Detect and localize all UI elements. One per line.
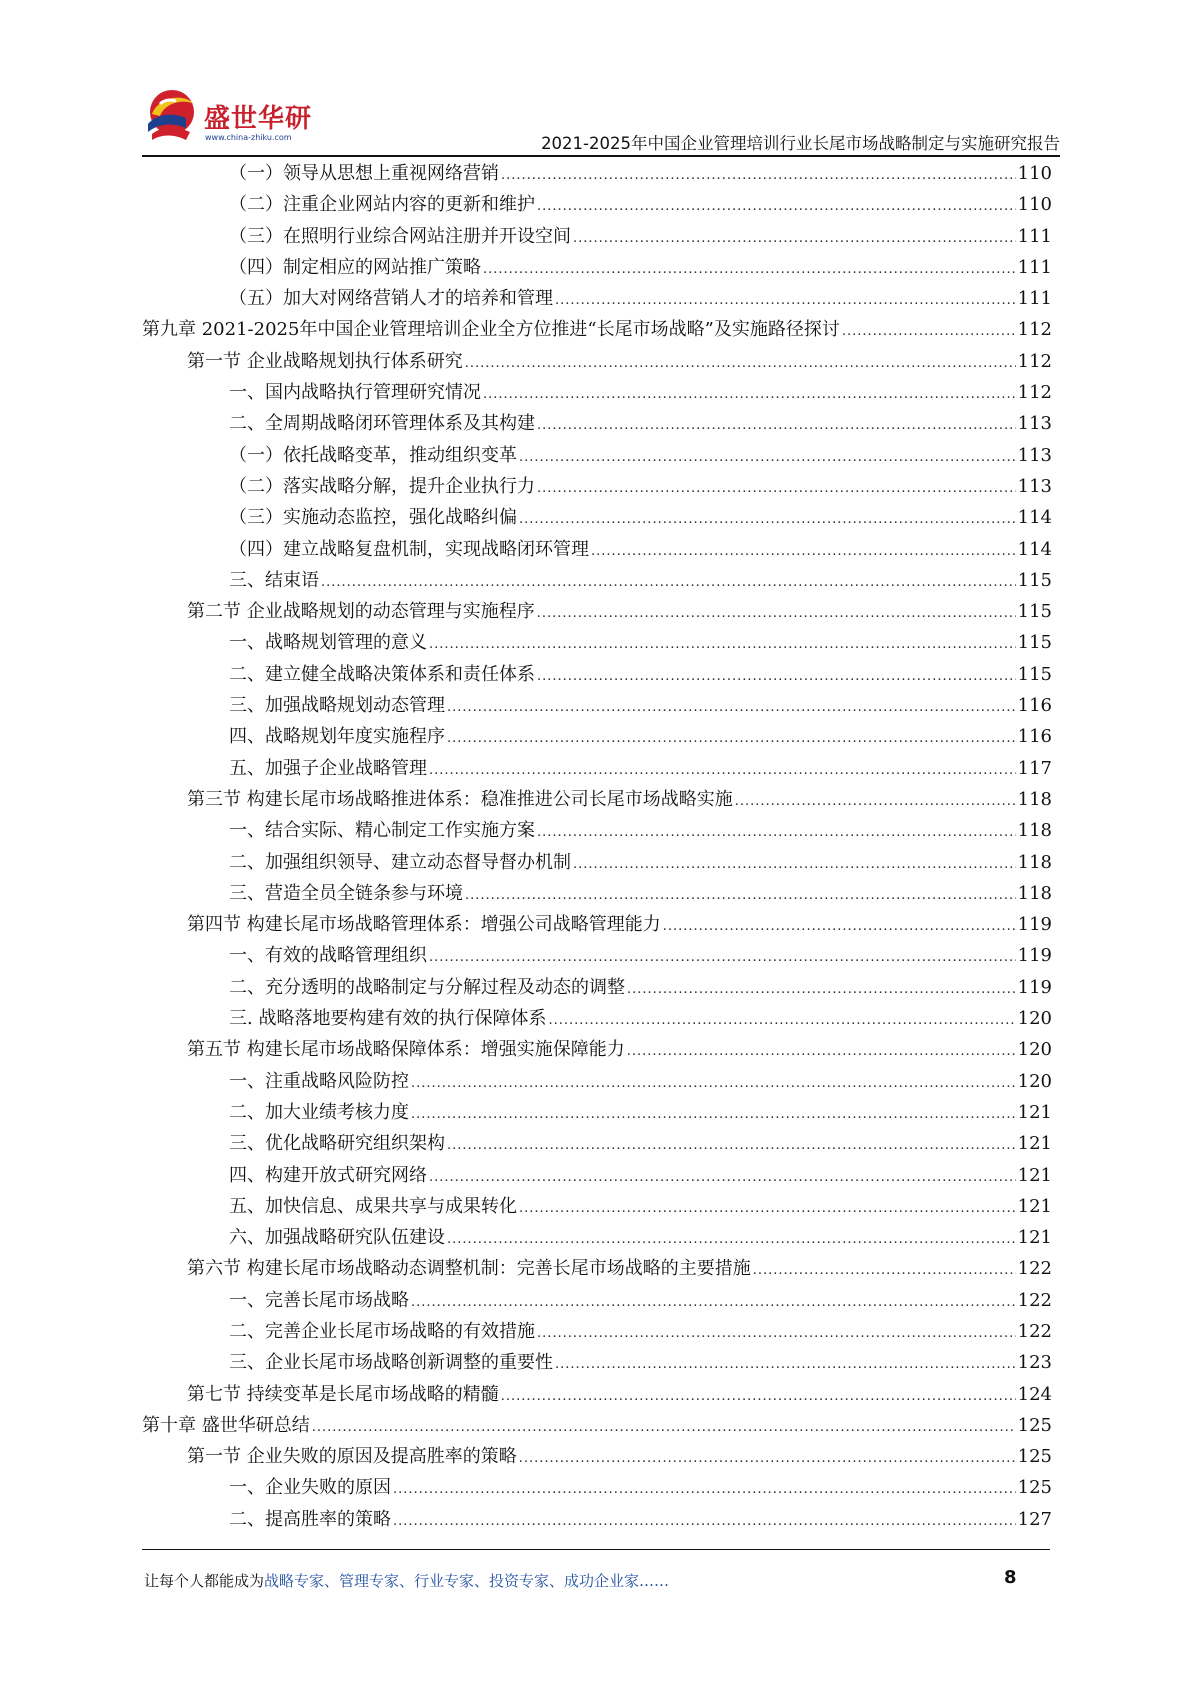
toc-entry[interactable] bbox=[142, 565, 1052, 596]
toc-entry[interactable] bbox=[142, 627, 1052, 658]
toc-dot-leader bbox=[447, 723, 1016, 754]
report-title: 2021-2025年中国企业管理培训行业长尾市场战略制定与实施研究报告 bbox=[541, 134, 1060, 153]
toc-entry[interactable] bbox=[142, 471, 1052, 502]
page-header bbox=[142, 84, 1060, 154]
toc-entry-page: 124 bbox=[1017, 1383, 1052, 1405]
toc-entry[interactable] bbox=[142, 252, 1052, 283]
page-number: 8 bbox=[1004, 1567, 1017, 1588]
toc-entry-title: 第六节 构建长尾市场战略动态调整机制：完善长尾市场战略的主要措施 bbox=[187, 1258, 751, 1280]
toc-dot-leader bbox=[321, 567, 1016, 598]
table-of-contents bbox=[142, 158, 1052, 1535]
toc-entry-page: 112 bbox=[1017, 382, 1052, 404]
toc-entry[interactable] bbox=[142, 1410, 1052, 1441]
toc-dot-leader bbox=[501, 160, 1016, 191]
toc-dot-leader bbox=[591, 536, 1016, 567]
toc-entry[interactable] bbox=[142, 784, 1052, 815]
toc-dot-leader bbox=[735, 786, 1016, 817]
toc-dot-leader bbox=[411, 1068, 1016, 1099]
toc-entry-page: 125 bbox=[1017, 1446, 1052, 1468]
toc-entry[interactable] bbox=[142, 1034, 1052, 1065]
toc-entry-title: 一、战略规划管理的意义 bbox=[229, 632, 427, 654]
toc-entry[interactable] bbox=[142, 1253, 1052, 1284]
toc-dot-leader bbox=[537, 1318, 1016, 1349]
toc-entry[interactable] bbox=[142, 346, 1052, 377]
toc-entry[interactable] bbox=[142, 690, 1052, 721]
toc-entry[interactable] bbox=[142, 1472, 1052, 1503]
toc-dot-leader bbox=[548, 1005, 1015, 1036]
toc-dot-leader bbox=[447, 692, 1016, 723]
toc-entry-page: 111 bbox=[1017, 225, 1052, 247]
toc-dot-leader bbox=[537, 191, 1016, 222]
toc-entry-page: 122 bbox=[1017, 1320, 1052, 1342]
toc-entry[interactable] bbox=[142, 440, 1052, 471]
toc-entry[interactable] bbox=[142, 1097, 1052, 1128]
toc-entry[interactable] bbox=[142, 377, 1052, 408]
toc-entry-page: 116 bbox=[1017, 726, 1052, 748]
toc-dot-leader bbox=[627, 974, 1016, 1005]
toc-entry[interactable] bbox=[142, 596, 1052, 627]
toc-entry-title: 三、结束语 bbox=[229, 569, 319, 591]
toc-entry-title: 二、提高胜率的策略 bbox=[229, 1508, 391, 1530]
toc-entry[interactable] bbox=[142, 314, 1052, 345]
toc-dot-leader bbox=[627, 1036, 1016, 1067]
toc-entry-page: 121 bbox=[1017, 1101, 1052, 1123]
toc-entry-title: 二、全周期战略闭环管理体系及其构建 bbox=[229, 413, 535, 435]
toc-entry-page: 122 bbox=[1017, 1289, 1052, 1311]
toc-entry[interactable] bbox=[142, 502, 1052, 533]
toc-dot-leader bbox=[753, 1255, 1016, 1286]
toc-entry-title: 三、加强战略规划动态管理 bbox=[229, 695, 445, 717]
toc-entry-title: 二、建立健全战略决策体系和责任体系 bbox=[229, 663, 535, 685]
toc-entry-page: 110 bbox=[1017, 194, 1052, 216]
toc-entry-title: 三. 战略落地要构建有效的执行保障体系 bbox=[229, 1008, 547, 1030]
toc-entry-title: 二、充分透明的战略制定与分解过程及动态的调整 bbox=[229, 976, 625, 998]
toc-entry[interactable] bbox=[142, 1222, 1052, 1253]
toc-entry-title: （二）注重企业网站内容的更新和维护 bbox=[229, 194, 535, 216]
toc-entry[interactable] bbox=[142, 1128, 1052, 1159]
toc-entry-page: 114 bbox=[1017, 538, 1052, 560]
toc-entry-page: 112 bbox=[1017, 319, 1052, 341]
toc-dot-leader bbox=[519, 504, 1016, 535]
toc-dot-leader bbox=[573, 849, 1016, 880]
toc-entry[interactable] bbox=[142, 1347, 1052, 1378]
toc-entry-title: 一、注重战略风险防控 bbox=[229, 1070, 409, 1092]
toc-entry-title: 第九章 2021-2025年中国企业管理培训企业全方位推进“长尾市场战略”及实施路径探讨 bbox=[142, 319, 840, 341]
toc-dot-leader bbox=[555, 285, 1016, 316]
toc-entry-title: （五）加大对网络营销人才的培养和管理 bbox=[229, 288, 553, 310]
toc-entry-title: 二、加大业绩考核力度 bbox=[229, 1101, 409, 1123]
toc-dot-leader bbox=[429, 755, 1016, 786]
toc-entry[interactable] bbox=[142, 221, 1052, 252]
toc-dot-leader bbox=[429, 1162, 1016, 1193]
toc-entry-page: 111 bbox=[1017, 256, 1052, 278]
toc-entry[interactable] bbox=[142, 1066, 1052, 1097]
toc-entry-page: 113 bbox=[1017, 444, 1052, 466]
toc-entry-page: 119 bbox=[1017, 976, 1052, 998]
toc-entry[interactable] bbox=[142, 972, 1052, 1003]
toc-entry[interactable] bbox=[142, 1191, 1052, 1222]
company-logo bbox=[142, 84, 312, 148]
toc-entry-title: 第三节 构建长尾市场战略推进体系：稳准推进公司长尾市场战略实施 bbox=[187, 788, 733, 810]
toc-entry[interactable] bbox=[142, 1160, 1052, 1191]
toc-entry-page: 115 bbox=[1017, 663, 1052, 685]
toc-entry-title: 六、加强战略研究队伍建设 bbox=[229, 1227, 445, 1249]
toc-entry-title: 四、构建开放式研究网络 bbox=[229, 1164, 427, 1186]
toc-dot-leader bbox=[519, 1443, 1016, 1474]
toc-dot-leader bbox=[393, 1506, 1016, 1537]
toc-dot-leader bbox=[465, 880, 1016, 911]
toc-dot-leader bbox=[429, 942, 1016, 973]
toc-entry[interactable] bbox=[142, 1441, 1052, 1472]
toc-dot-leader bbox=[465, 348, 1016, 379]
toc-entry-title: 一、国内战略执行管理研究情况 bbox=[229, 382, 481, 404]
logo-emblem-icon bbox=[142, 84, 206, 148]
toc-entry[interactable] bbox=[142, 189, 1052, 220]
toc-dot-leader bbox=[483, 379, 1016, 410]
toc-entry-page: 121 bbox=[1017, 1133, 1052, 1155]
toc-entry-title: 五、加强子企业战略管理 bbox=[229, 757, 427, 779]
toc-entry-title: 一、结合实际、精心制定工作实施方案 bbox=[229, 820, 535, 842]
toc-entry-title: （四）建立战略复盘机制，实现战略闭环管理 bbox=[229, 538, 589, 560]
toc-entry-title: 二、加强组织领导、建立动态督导督办机制 bbox=[229, 851, 571, 873]
toc-entry[interactable] bbox=[142, 815, 1052, 846]
toc-entry-title: 一、企业失败的原因 bbox=[229, 1477, 391, 1499]
toc-entry-title: 第七节 持续变革是长尾市场战略的精髓 bbox=[187, 1383, 499, 1405]
toc-entry-page: 123 bbox=[1017, 1352, 1052, 1374]
toc-entry-title: （四）制定相应的网站推广策略 bbox=[229, 256, 481, 278]
toc-dot-leader bbox=[411, 1099, 1016, 1130]
toc-entry-page: 114 bbox=[1017, 507, 1052, 529]
toc-entry-title: 第一节 企业失败的原因及提高胜率的策略 bbox=[187, 1446, 517, 1468]
toc-entry-title: 一、有效的战略管理组织 bbox=[229, 945, 427, 967]
toc-dot-leader bbox=[312, 1412, 1016, 1443]
toc-entry-page: 111 bbox=[1017, 288, 1052, 310]
toc-entry-page: 118 bbox=[1017, 788, 1052, 810]
toc-entry[interactable] bbox=[142, 753, 1052, 784]
toc-entry-page: 115 bbox=[1017, 601, 1052, 623]
toc-entry-page: 120 bbox=[1017, 1039, 1052, 1061]
toc-entry-page: 118 bbox=[1017, 882, 1052, 904]
toc-dot-leader bbox=[537, 473, 1016, 504]
toc-dot-leader bbox=[447, 1130, 1016, 1161]
toc-entry-page: 120 bbox=[1017, 1070, 1052, 1092]
toc-dot-leader bbox=[842, 316, 1016, 347]
toc-entry-title: 第五节 构建长尾市场战略保障体系：增强实施保障能力 bbox=[187, 1039, 625, 1061]
toc-entry[interactable] bbox=[142, 659, 1052, 690]
toc-entry-title: 第四节 构建长尾市场战略管理体系：增强公司战略管理能力 bbox=[187, 914, 661, 936]
toc-entry-page: 112 bbox=[1017, 350, 1052, 372]
toc-dot-leader bbox=[537, 598, 1016, 629]
toc-dot-leader bbox=[483, 254, 1016, 285]
toc-entry[interactable] bbox=[142, 283, 1052, 314]
logo-text: 盛世华研 bbox=[204, 104, 313, 134]
toc-entry-title: 三、营造全员全链条参与环境 bbox=[229, 882, 463, 904]
toc-dot-leader bbox=[501, 1381, 1016, 1412]
toc-entry-title: （二）落实战略分解，提升企业执行力 bbox=[229, 475, 535, 497]
toc-entry[interactable] bbox=[142, 534, 1052, 565]
toc-entry-title: 二、完善企业长尾市场战略的有效措施 bbox=[229, 1320, 535, 1342]
toc-entry-page: 122 bbox=[1017, 1258, 1052, 1280]
toc-entry-page: 125 bbox=[1017, 1414, 1052, 1436]
toc-entry-title: 第一节 企业战略规划执行体系研究 bbox=[187, 350, 463, 372]
toc-dot-leader bbox=[537, 661, 1016, 692]
toc-entry-page: 121 bbox=[1017, 1227, 1052, 1249]
toc-entry-title: 三、优化战略研究组织架构 bbox=[229, 1133, 445, 1155]
toc-entry-title: （三）在照明行业综合网站注册并开设空间 bbox=[229, 225, 571, 247]
toc-entry-page: 120 bbox=[1017, 1008, 1052, 1030]
toc-entry-title: （一）领导从思想上重视网络营销 bbox=[229, 163, 499, 184]
toc-dot-leader bbox=[519, 442, 1016, 473]
toc-entry[interactable] bbox=[142, 1379, 1052, 1410]
toc-dot-leader bbox=[519, 1193, 1016, 1224]
toc-entry[interactable] bbox=[142, 1316, 1052, 1347]
toc-dot-leader bbox=[537, 410, 1016, 441]
toc-entry-page: 116 bbox=[1017, 695, 1052, 717]
toc-entry[interactable] bbox=[142, 721, 1052, 752]
toc-entry-page: 115 bbox=[1017, 569, 1052, 591]
toc-entry-title: （三）实施动态监控，强化战略纠偏 bbox=[229, 507, 517, 529]
toc-entry-page: 115 bbox=[1017, 632, 1052, 654]
toc-dot-leader bbox=[663, 911, 1016, 942]
toc-dot-leader bbox=[411, 1287, 1016, 1318]
toc-entry-title: 第十章 盛世华研总结 bbox=[142, 1414, 310, 1436]
toc-entry[interactable] bbox=[142, 158, 1052, 189]
toc-entry[interactable] bbox=[142, 847, 1052, 878]
toc-entry-page: 125 bbox=[1017, 1477, 1052, 1499]
toc-dot-leader bbox=[447, 1224, 1016, 1255]
toc-entry-title: 第二节 企业战略规划的动态管理与实施程序 bbox=[187, 601, 535, 623]
toc-entry-page: 117 bbox=[1017, 757, 1052, 779]
footer-slogan-prefix: 让每个人都能成为 bbox=[144, 1572, 265, 1590]
toc-entry-title: 四、战略规划年度实施程序 bbox=[229, 726, 445, 748]
toc-entry-page: 110 bbox=[1017, 163, 1052, 184]
toc-entry-page: 119 bbox=[1017, 945, 1052, 967]
toc-dot-leader bbox=[555, 1349, 1016, 1380]
toc-entry[interactable] bbox=[142, 1285, 1052, 1316]
toc-dot-leader bbox=[393, 1474, 1016, 1505]
toc-dot-leader bbox=[537, 817, 1016, 848]
footer-slogan-roles: 战略专家、管理专家、行业专家、投资专家、成功企业家…… bbox=[264, 1572, 670, 1590]
toc-entry[interactable] bbox=[142, 940, 1052, 971]
toc-entry[interactable] bbox=[142, 878, 1052, 909]
toc-entry-page: 113 bbox=[1017, 413, 1052, 435]
toc-entry-title: 三、企业长尾市场战略创新调整的重要性 bbox=[229, 1352, 553, 1374]
footer-divider bbox=[142, 1549, 1050, 1550]
toc-entry[interactable] bbox=[142, 408, 1052, 439]
toc-entry-title: 五、加快信息、成果共享与成果转化 bbox=[229, 1195, 517, 1217]
logo-url: www.china-zhiku.com bbox=[205, 133, 292, 142]
toc-entry-page: 121 bbox=[1017, 1195, 1052, 1217]
toc-entry-page: 127 bbox=[1017, 1508, 1052, 1530]
toc-entry-page: 118 bbox=[1017, 820, 1052, 842]
toc-entry[interactable] bbox=[142, 909, 1052, 940]
toc-entry-page: 118 bbox=[1017, 851, 1052, 873]
toc-entry-page: 119 bbox=[1017, 914, 1052, 936]
toc-entry-page: 121 bbox=[1017, 1164, 1052, 1186]
toc-dot-leader bbox=[573, 223, 1016, 254]
toc-entry-page: 113 bbox=[1017, 475, 1052, 497]
toc-entry[interactable] bbox=[142, 1003, 1052, 1034]
toc-entry-title: （一）依托战略变革，推动组织变革 bbox=[229, 444, 517, 466]
toc-dot-leader bbox=[429, 629, 1016, 660]
toc-entry[interactable] bbox=[142, 1504, 1052, 1535]
toc-entry-title: 一、完善长尾市场战略 bbox=[229, 1289, 409, 1311]
footer-slogan bbox=[144, 1570, 669, 1591]
header-divider bbox=[142, 155, 1060, 157]
